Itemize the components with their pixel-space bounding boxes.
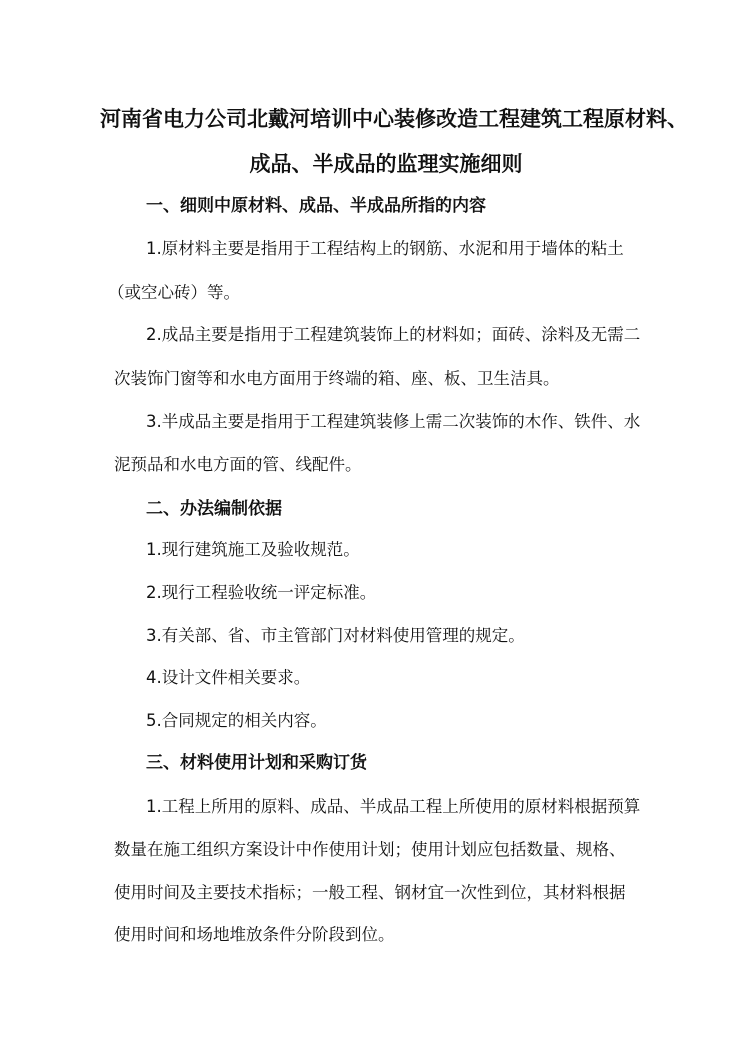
paragraph-line: 1.工程上所用的原料、成品、半成品工程上所使用的原材料根据预算 bbox=[146, 797, 641, 816]
section-heading-1: 一、细则中原材料、成品、半成品所指的内容 bbox=[146, 196, 486, 216]
paragraph-line: 次装饰门窗等和水电方面用于终端的箱、座、板、卫生洁具。 bbox=[114, 369, 560, 388]
paragraph-line: 5.合同规定的相关内容。 bbox=[146, 711, 327, 730]
paragraph-line: 1.原材料主要是指用于工程结构上的钢筋、水泥和用于墙体的粘土 bbox=[146, 239, 624, 258]
paragraph-line: 2.成品主要是指用于工程建筑装饰上的材料如；面砖、涂料及无需二 bbox=[146, 325, 641, 344]
paragraph-line: （或空心砖）等。 bbox=[108, 283, 240, 302]
paragraph-line: 4.设计文件相关要求。 bbox=[146, 668, 311, 687]
paragraph-line: 3.有关部、省、市主管部门对材料使用管理的规定。 bbox=[146, 626, 525, 645]
paragraph-line: 1.现行建筑施工及验收规范。 bbox=[146, 540, 360, 559]
paragraph-line: 数量在施工组织方案设计中作使用计划；使用计划应包括数量、规格、 bbox=[114, 840, 626, 859]
section-heading-3: 三、材料使用计划和采购订货 bbox=[146, 753, 367, 773]
paragraph-line: 使用时间和场地堆放条件分阶段到位。 bbox=[114, 925, 395, 944]
paragraph-line: 3.半成品主要是指用于工程建筑装修上需二次装饰的木作、铁件、水 bbox=[146, 412, 641, 431]
paragraph-line: 泥预品和水电方面的管、线配件。 bbox=[114, 455, 362, 474]
section-heading-2: 二、办法编制依据 bbox=[146, 499, 282, 519]
document-title-line-2: 成品、半成品的监理实施细则 bbox=[249, 152, 523, 176]
paragraph-line: 2.现行工程验收统一评定标准。 bbox=[146, 583, 377, 602]
paragraph-line: 使用时间及主要技术指标；一般工程、钢材宜一次性到位，其材料根据 bbox=[114, 883, 626, 902]
document-title-line-1: 河南省电力公司北戴河培训中心装修改造工程建筑工程原材料、 bbox=[100, 107, 688, 131]
